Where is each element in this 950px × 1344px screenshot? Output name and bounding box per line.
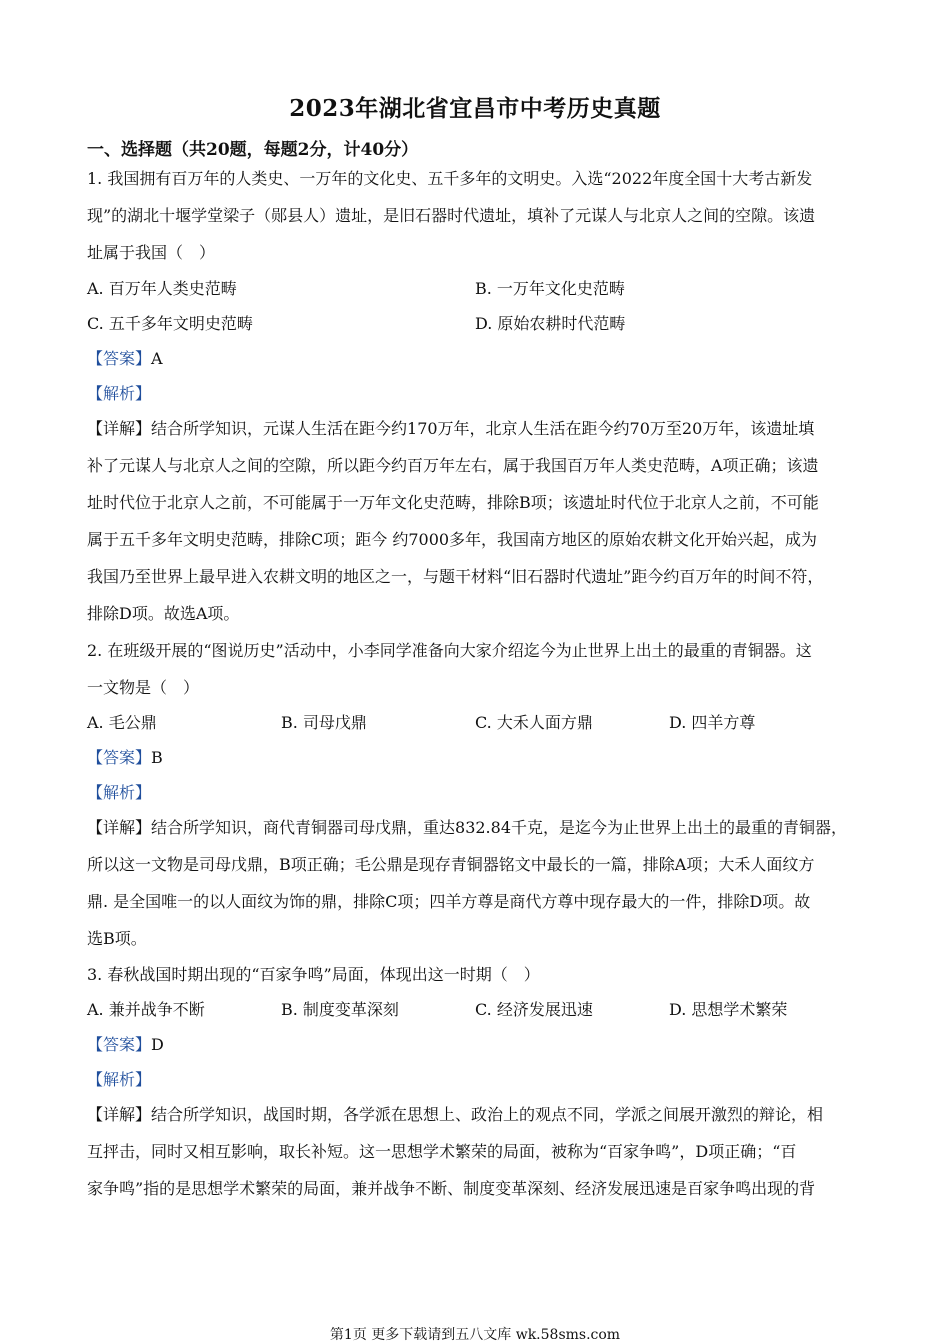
detail-tag: 【详解】 (87, 818, 152, 837)
q1-option-b: B. 一万年文化史范畴 (475, 279, 625, 298)
q2-line-2: 一文物是（ ） (87, 678, 200, 697)
q1-detail-line-4: 属于五千多年文明史范畴，排除C项；距今 约7000多年，我国南方地区的原始农耕文化开始兴起，成为 (87, 530, 818, 549)
analysis-tag: 【解析】 (87, 384, 152, 403)
q3-detail-line-3: 家争鸣”指的是思想学术繁荣的局面，兼并战争不断、制度变革深刻、经济发展迅速是百家争鸣出现的背 (87, 1179, 816, 1198)
q1-option-c: C. 五千多年文明史范畴 (87, 314, 253, 333)
q1-option-a: A. 百万年人类史范畴 (87, 279, 237, 298)
q1-line-1: 1. 我国拥有百万年的人类史、一万年的文化史、五千多年的文明史。入选“2022年度全国十大考古新发 (87, 169, 813, 188)
q2-option-a: A. 毛公鼎 (87, 713, 157, 732)
detail-tag: 【详解】 (87, 419, 152, 438)
q1-detail-line-3: 址时代位于北京人之前，不可能属于一万年文化史范畴，排除B项；该遗址时代位于北京人之前，不可能 (87, 493, 819, 512)
q2-option-b: B. 司母戊鼎 (281, 713, 367, 732)
answer-tag: 【答案】 (87, 1035, 152, 1054)
q2-detail-line-2: 所以这一文物是司母戊鼎，B项正确；毛公鼎是现存青铜器铭文中最长的一篇，排除A项；大禾人面纹方 (87, 855, 815, 874)
q1-detail-text-1: 结合所学知识，元谋人生活在距今约170万年，北京人生活在距今约70万至20万年，该遗址填 (151, 419, 815, 438)
q2-analysis-tag (87, 780, 151, 803)
q2-detail-line-1 (87, 815, 847, 838)
q3-option-b: B. 制度变革深刻 (281, 1000, 399, 1019)
q2-answer (87, 745, 163, 768)
q3-analysis-tag (87, 1067, 151, 1090)
q1-answer (87, 346, 163, 369)
q2-detail-line-4: 选B项。 (87, 929, 147, 948)
detail-tag: 【详解】 (87, 1105, 152, 1124)
q1-line-3: 址属于我国（ ） (87, 243, 216, 262)
q3-detail-line-1 (87, 1102, 823, 1125)
q3-option-c: C. 经济发展迅速 (475, 1000, 593, 1019)
q3-answer (87, 1032, 164, 1055)
q3-detail-line-2: 互抨击，同时又相互影响，取长补短。这一思想学术繁荣的局面，被称为“百家争鸣”，D项正确；“百 (87, 1142, 797, 1161)
answer-tag: 【答案】 (87, 349, 152, 368)
q2-answer-value: B (151, 748, 163, 767)
page-footer: 第1页 更多下载请到五八文库 wk.58sms.com (329, 1327, 621, 1343)
q3-answer-value: D (151, 1035, 164, 1054)
page-title: 2023年湖北省宜昌市中考历史真题 (289, 95, 661, 122)
q2-line-1: 2. 在班级开展的“图说历史”活动中，小李同学准备向大家介绍迄今为止世界上出土的最重的青铜器。这 (87, 641, 812, 660)
q1-detail-line-6: 排除D项。故选A项。 (87, 604, 240, 623)
q1-detail-line-2: 补了元谋人与北京人之间的空隙，所以距今约百万年左右，属于我国百万年人类史范畴，A项正确；该遗 (87, 456, 819, 475)
q3-option-a: A. 兼并战争不断 (87, 1000, 205, 1019)
q2-option-c: C. 大禾人面方鼎 (475, 713, 593, 732)
q2-detail-text-1: 结合所学知识，商代青铜器司母戊鼎，重达832.84千克，是迄今为止世界上出土的最重的青铜器， (151, 818, 848, 837)
q1-detail-line-1 (87, 416, 814, 439)
q3-line-1: 3. 春秋战国时期出现的“百家争鸣”局面，体现出这一时期（ ） (87, 965, 540, 984)
q3-option-d: D. 思想学术繁荣 (669, 1000, 788, 1019)
q1-option-d: D. 原始农耕时代范畴 (475, 314, 626, 333)
q1-analysis-tag (87, 381, 151, 404)
answer-tag: 【答案】 (87, 748, 152, 767)
analysis-tag: 【解析】 (87, 1070, 152, 1089)
section-header: 一、选择题（共20题，每题2分，计40分） (87, 140, 419, 160)
q1-answer-value: A (151, 349, 163, 368)
q2-detail-line-3: 鼎. 是全国唯一的以人面纹为饰的鼎，排除C项；四羊方尊是商代方尊中现存最大的一件，排除D项。故 (87, 892, 811, 911)
q3-detail-text-1: 结合所学知识，战国时期，各学派在思想上、政治上的观点不同，学派之间展开激烈的辩论，相 (151, 1105, 824, 1124)
q1-detail-line-5: 我国乃至世界上最早进入农耕文明的地区之一，与题干材料“旧石器时代遗址”距今约百万年的时间不符， (87, 567, 824, 586)
q1-line-2: 现”的湖北十堰学堂梁子（郧县人）遗址，是旧石器时代遗址，填补了元谋人与北京人之间的空隙。该遗 (87, 206, 816, 225)
analysis-tag: 【解析】 (87, 783, 152, 802)
q2-option-d: D. 四羊方尊 (669, 713, 756, 732)
